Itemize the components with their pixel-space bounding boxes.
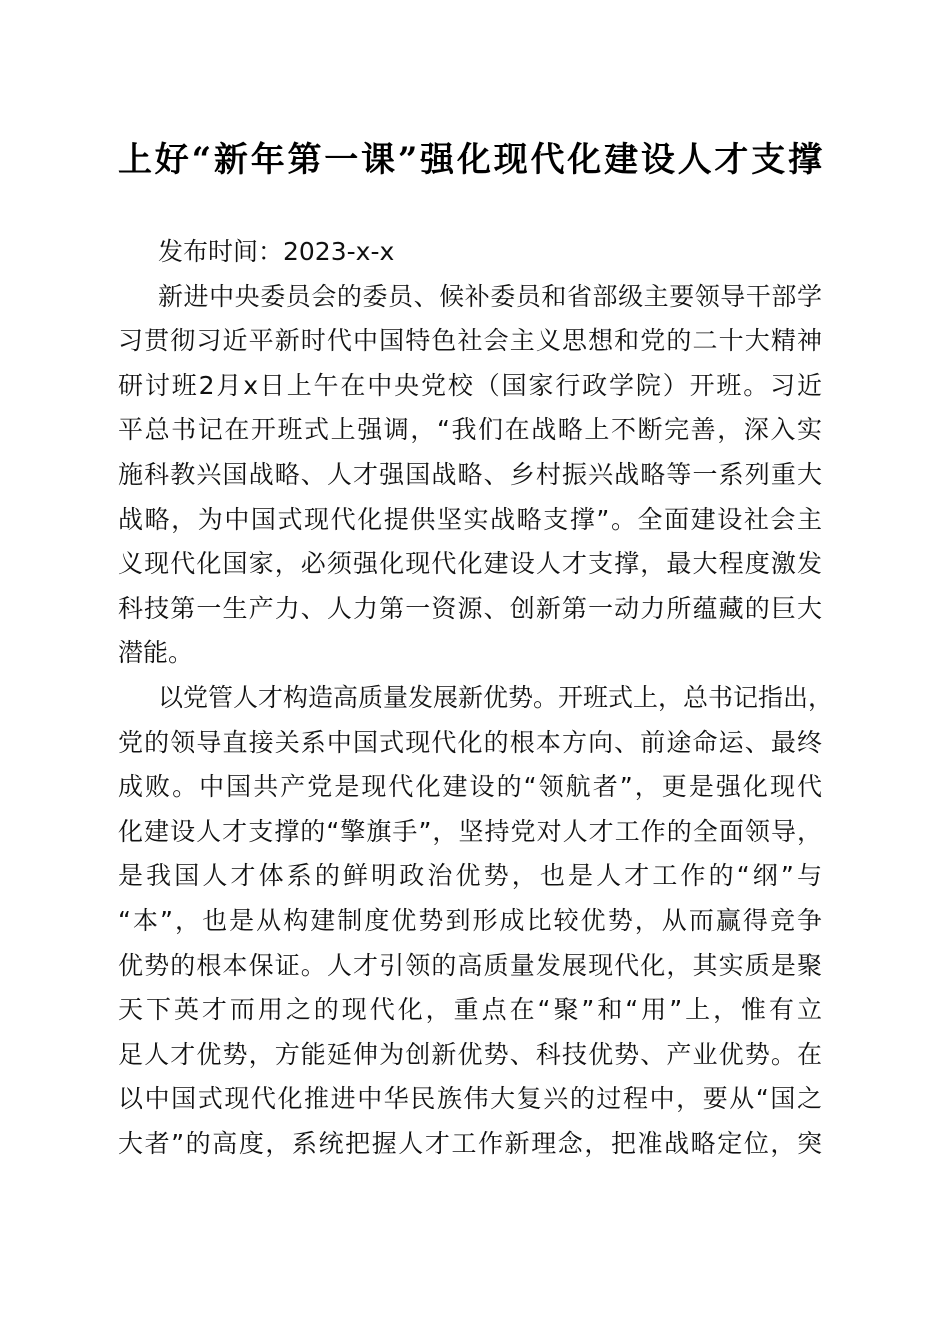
- text-line: 大者”的高度，系统把握人才工作新理念，把准战略定位，突: [118, 1128, 822, 1158]
- publish-date: 发布时间：2023-x-x: [158, 237, 395, 266]
- text-line: 化建设人才支撑的“擎旗手”，坚持党对人才工作的全面领导，: [118, 816, 822, 846]
- text-line: 施科教兴国战略、人才强国战略、乡村振兴战略等一系列重大: [118, 459, 822, 489]
- text-line: 习贯彻习近平新时代中国特色社会主义思想和党的二十大精神: [118, 326, 822, 356]
- text-line: 平总书记在开班式上强调，“我们在战略上不断完善，深入实: [118, 415, 822, 445]
- document-body: [118, 230, 834, 1166]
- text-line: 党的领导直接关系中国式现代化的根本方向、前途命运、最终: [118, 727, 822, 757]
- text-line: “本”，也是从构建制度优势到形成比较优势，从而赢得竞争: [118, 905, 822, 935]
- text-line: 优势的根本保证。人才引领的高质量发展现代化，其实质是聚: [118, 950, 822, 980]
- paragraph-2: [118, 676, 834, 1167]
- text-line: 义现代化国家，必须强化现代化建设人才支撑，最大程度激发: [118, 549, 822, 579]
- text-line: 新进中央委员会的委员、候补委员和省部级主要领导干部学: [158, 281, 822, 311]
- text-line: 是我国人才体系的鲜明政治优势，也是人才工作的“纲”与: [118, 861, 822, 891]
- text-line: 以中国式现代化推进中华民族伟大复兴的过程中，要从“国之: [118, 1084, 822, 1114]
- text-line: 以党管人才构造高质量发展新优势。开班式上，总书记指出，: [158, 682, 834, 712]
- text-line: 潜能。: [118, 638, 194, 668]
- text-line: 研讨班2月x日上午在中央党校（国家行政学院）开班。习近: [118, 370, 822, 400]
- text-line: 足人才优势，方能延伸为创新优势、科技优势、产业优势。在: [118, 1039, 822, 1069]
- text-line: 天下英才而用之的现代化，重点在“聚”和“用”上，惟有立: [118, 995, 822, 1025]
- paragraph-1: [118, 275, 822, 676]
- text-line: 科技第一生产力、人力第一资源、创新第一动力所蕴藏的巨大: [118, 593, 822, 623]
- text-line: 成败。中国共产党是现代化建设的“领航者”，更是强化现代: [118, 772, 822, 802]
- text-line: 战略，为中国式现代化提供坚实战略支撑”。全面建设社会主: [118, 504, 822, 534]
- document-title: 上好“新年第一课”强化现代化建设人才支撑: [118, 140, 822, 180]
